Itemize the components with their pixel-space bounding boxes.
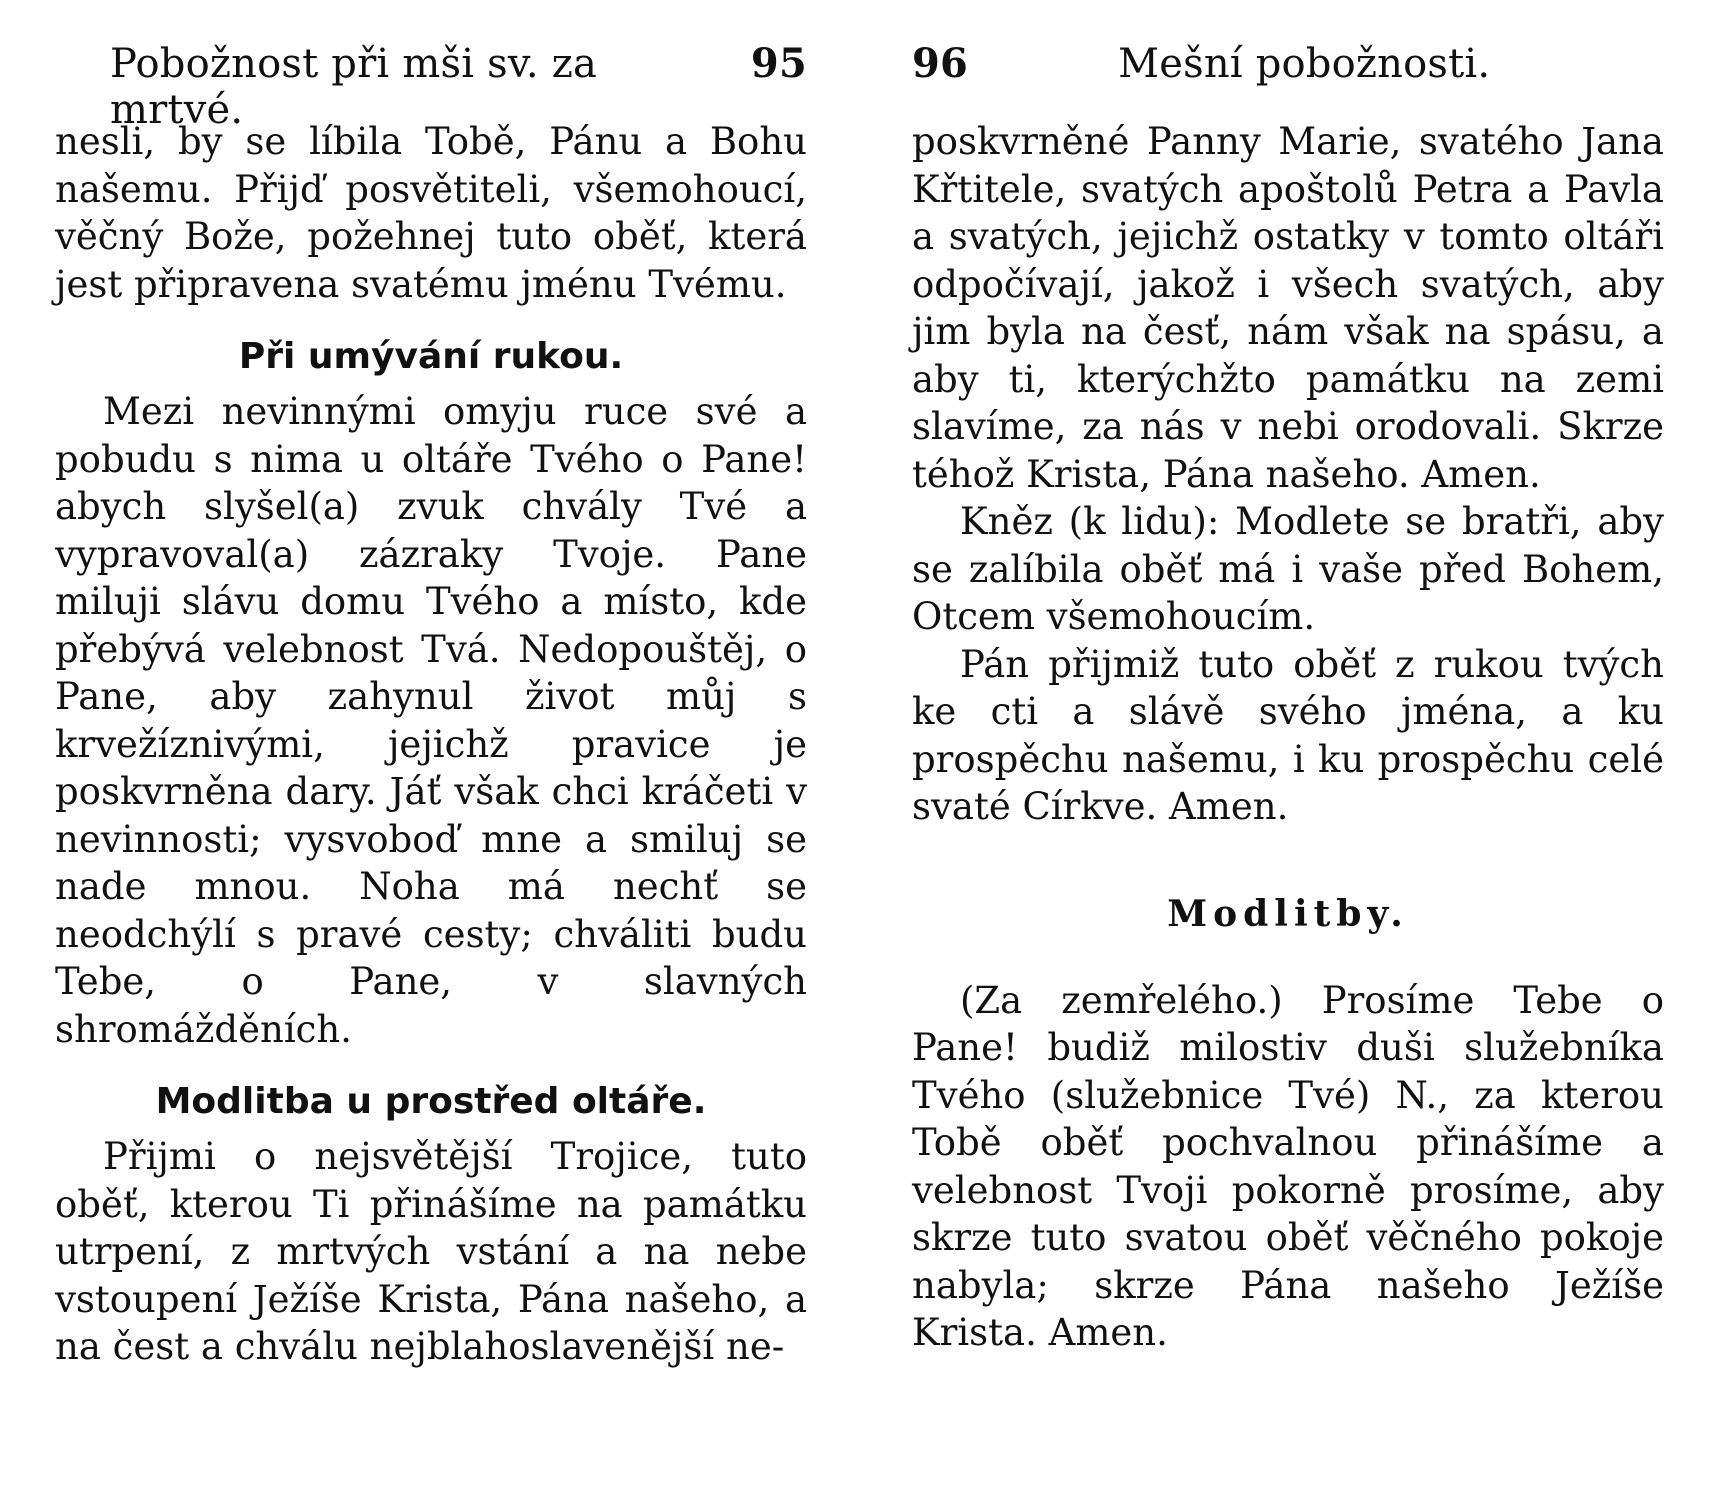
left-heading-modlitba: Modlitba u prostřed oltáře. xyxy=(155,1081,707,1122)
right-paragraph-4: (Za zemřelého.) Prosíme Tebe o Pane! budiž milostiv duši služebníka Tvého (služebnice Tvé) N., za kterou Tobě oběť pochvalnou přinášíme a velebnost Tvoji pokorně prosíme, aby skrze tuto svatou oběť věčného pokoje nabyla; skrze Pána našeho Ježíše Krista. Amen. xyxy=(912,978,1664,1354)
left-running-head-title: Pobožnost při mši sv. za mrtvé. xyxy=(110,41,598,133)
left-running-head xyxy=(55,40,807,133)
right-paragraph-2: Kněz (k lidu): Modlete se bratři, aby se zalíbila oběť má i vaše před Bohem, Otcem všemohoucím. xyxy=(912,500,1664,638)
left-page-number: 95 xyxy=(750,40,807,87)
right-paragraph-3: Pán přijmiž tuto oběť z rukou tvých ke cti a slávě svého jména, a ku prospěchu našemu, i ku prospěchu celé svaté Církve. Amen. xyxy=(912,642,1664,828)
left-paragraph-1: nesli, by se líbila Tobě, Pánu a Bohu našemu. Přijď posvětiteli, všemohoucí, věčný Bože, požehnej tuto oběť, která jest připravena svatému jménu Tvému. xyxy=(55,120,807,306)
left-page xyxy=(55,40,807,1371)
right-running-head xyxy=(912,40,1664,100)
left-paragraph-2: Mezi nevinnými omyju ruce své a pobudu s nima u oltáře Tvého o Pane! abych slyšel(a) zvuk chvály Tvé a vypravoval(a) zázraky Tvoje. Pane miluji slávu domu Tvého a místo, kde přebývá velebnost Tvá. Nedopouštěj, o Pane, aby zahynul život můj s krvežíznivými, jejichž pravice je poskvrněna dary. Jáť však chci kráčeti v nevinnosti; vysvoboď mne a smiluj se nade mnou. Noha má nechť se neodchýlí s pravé cesty; chváliti budu Tebe, o Pane, v slavných shromážděních. xyxy=(55,390,807,1051)
left-heading-umyvani: Při umývání rukou. xyxy=(238,336,624,377)
right-heading-modlitby: Modlitby. xyxy=(1167,892,1409,935)
right-paragraph-1: poskvrněné Panny Marie, svatého Jana Křtitele, svatých apoštolů Petra a Pavla a svatých, jejichž ostatky v tomto oltáři odpočívají, jakož i všech svatých, aby jim byla na česť, nám však na spásu, a aby ti, kterýchžto památku na zemi slavíme, za nás v nebi orodovali. Skrze téhož Krista, Pána našeho. Amen. xyxy=(912,120,1664,496)
left-paragraph-3: Přijmi o nejsvětější Trojice, tuto oběť, kterou Ti přinášíme na památku utrpení, z mrtvých vstání a na nebe vstoupení Ježíše Krista, Pána našeho, a na čest a chválu nejblahoslavenější ne- xyxy=(55,1135,807,1368)
right-page xyxy=(912,40,1664,1357)
right-running-head-title: Mešní pobožnosti. xyxy=(1118,41,1491,87)
right-page-number: 96 xyxy=(912,40,969,87)
